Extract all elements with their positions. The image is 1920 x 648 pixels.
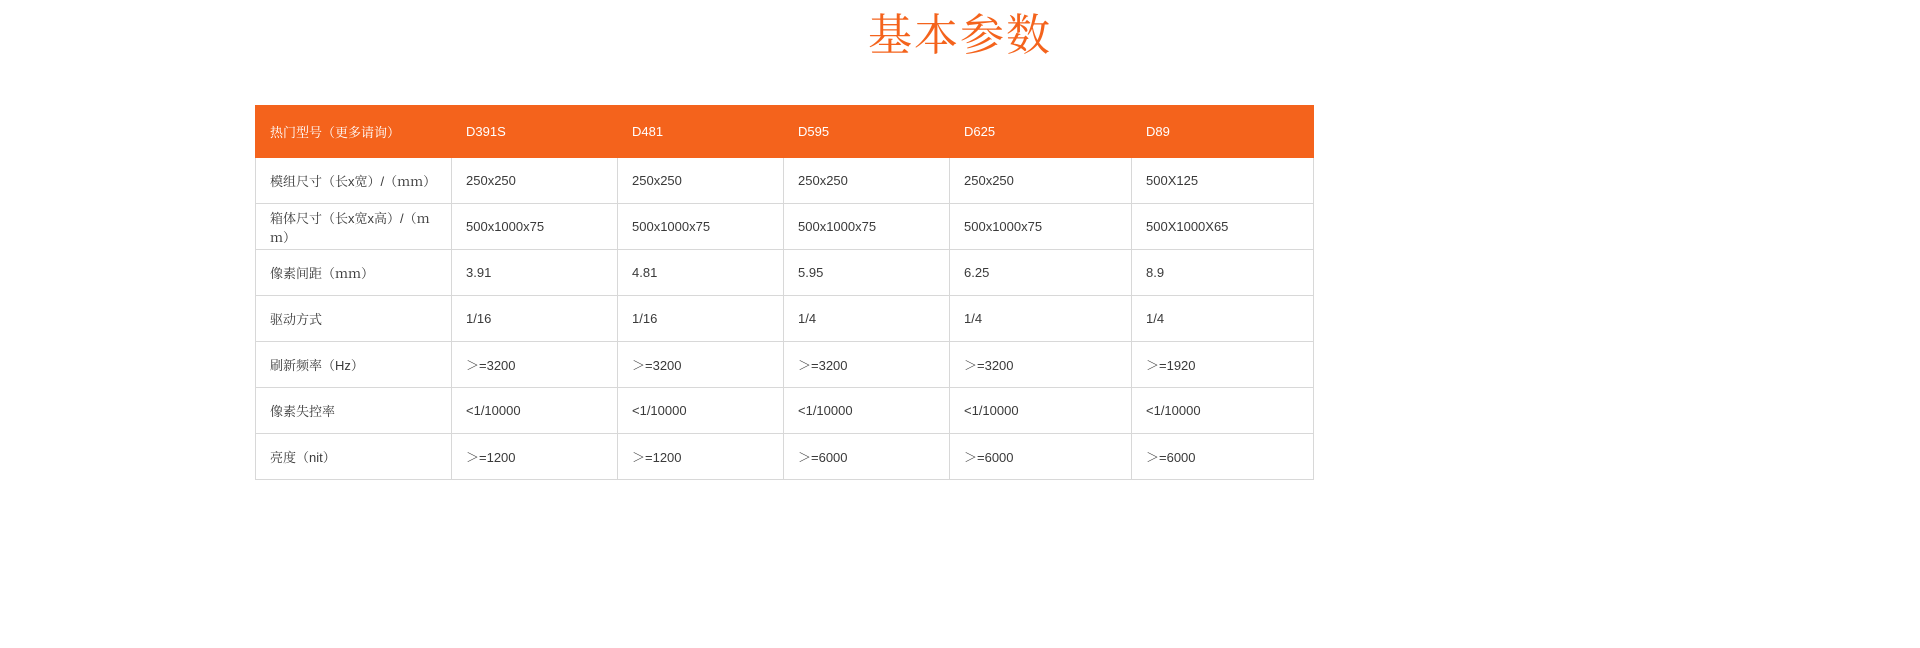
column-header-d391s: D391S (452, 106, 618, 158)
row-cell: ＞=6000 (1132, 434, 1314, 480)
row-cell: ＞=1200 (618, 434, 784, 480)
row-cell: 8.9 (1132, 250, 1314, 296)
column-header-d595: D595 (784, 106, 950, 158)
row-label: 亮度（nit） (256, 434, 452, 480)
row-cell: 4.81 (618, 250, 784, 296)
row-label: 刷新频率（Hz） (256, 342, 452, 388)
row-cell: 250x250 (618, 158, 784, 204)
row-cell: <1/10000 (784, 388, 950, 434)
row-cell: ＞=3200 (950, 342, 1132, 388)
row-cell: ＞=6000 (784, 434, 950, 480)
table-row (256, 296, 1314, 342)
row-cell: 250x250 (784, 158, 950, 204)
row-cell: <1/10000 (452, 388, 618, 434)
row-cell: 1/4 (784, 296, 950, 342)
table-header (256, 106, 1314, 158)
row-label: 驱动方式 (256, 296, 452, 342)
row-cell: 250x250 (950, 158, 1132, 204)
table-body (256, 158, 1314, 480)
row-cell: ＞=6000 (950, 434, 1132, 480)
table-row (256, 250, 1314, 296)
row-cell: 1/16 (452, 296, 618, 342)
page-title: 基本参数 (868, 11, 1052, 60)
row-cell: <1/10000 (618, 388, 784, 434)
row-cell: <1/10000 (1132, 388, 1314, 434)
spec-table (255, 105, 1314, 480)
row-cell: ＞=3200 (784, 342, 950, 388)
column-header-model: 热门型号（更多请询） (256, 106, 452, 158)
row-label: 像素间距（ｍｍ） (256, 250, 452, 296)
table-row (256, 204, 1314, 250)
table-row (256, 342, 1314, 388)
row-cell: 500x1000x75 (784, 204, 950, 250)
row-cell: 5.95 (784, 250, 950, 296)
row-cell: 500x1000x75 (452, 204, 618, 250)
row-cell: ＞=3200 (618, 342, 784, 388)
row-cell: 6.25 (950, 250, 1132, 296)
spec-table-container (255, 105, 1313, 480)
column-header-d481: D481 (618, 106, 784, 158)
row-label: 像素失控率 (256, 388, 452, 434)
row-cell: 500x1000x75 (950, 204, 1132, 250)
row-cell: 500x1000x75 (618, 204, 784, 250)
row-cell: ＞=1200 (452, 434, 618, 480)
row-label: 模组尺寸（长x宽）/（ｍｍ） (256, 158, 452, 204)
table-header-row (256, 106, 1314, 158)
row-cell: 1/16 (618, 296, 784, 342)
row-cell: <1/10000 (950, 388, 1132, 434)
column-header-d89: D89 (1132, 106, 1314, 158)
table-row (256, 388, 1314, 434)
row-cell: 1/4 (950, 296, 1132, 342)
row-cell: 250x250 (452, 158, 618, 204)
row-cell: 3.91 (452, 250, 618, 296)
row-cell: ＞=3200 (452, 342, 618, 388)
row-cell: 1/4 (1132, 296, 1314, 342)
column-header-d625: D625 (950, 106, 1132, 158)
row-cell: 500X1000X65 (1132, 204, 1314, 250)
table-row (256, 158, 1314, 204)
row-label: 箱体尺寸（长x宽x高）/（ｍｍ） (256, 204, 452, 250)
table-row (256, 434, 1314, 480)
row-cell: 500X125 (1132, 158, 1314, 204)
row-cell: ＞=1920 (1132, 342, 1314, 388)
